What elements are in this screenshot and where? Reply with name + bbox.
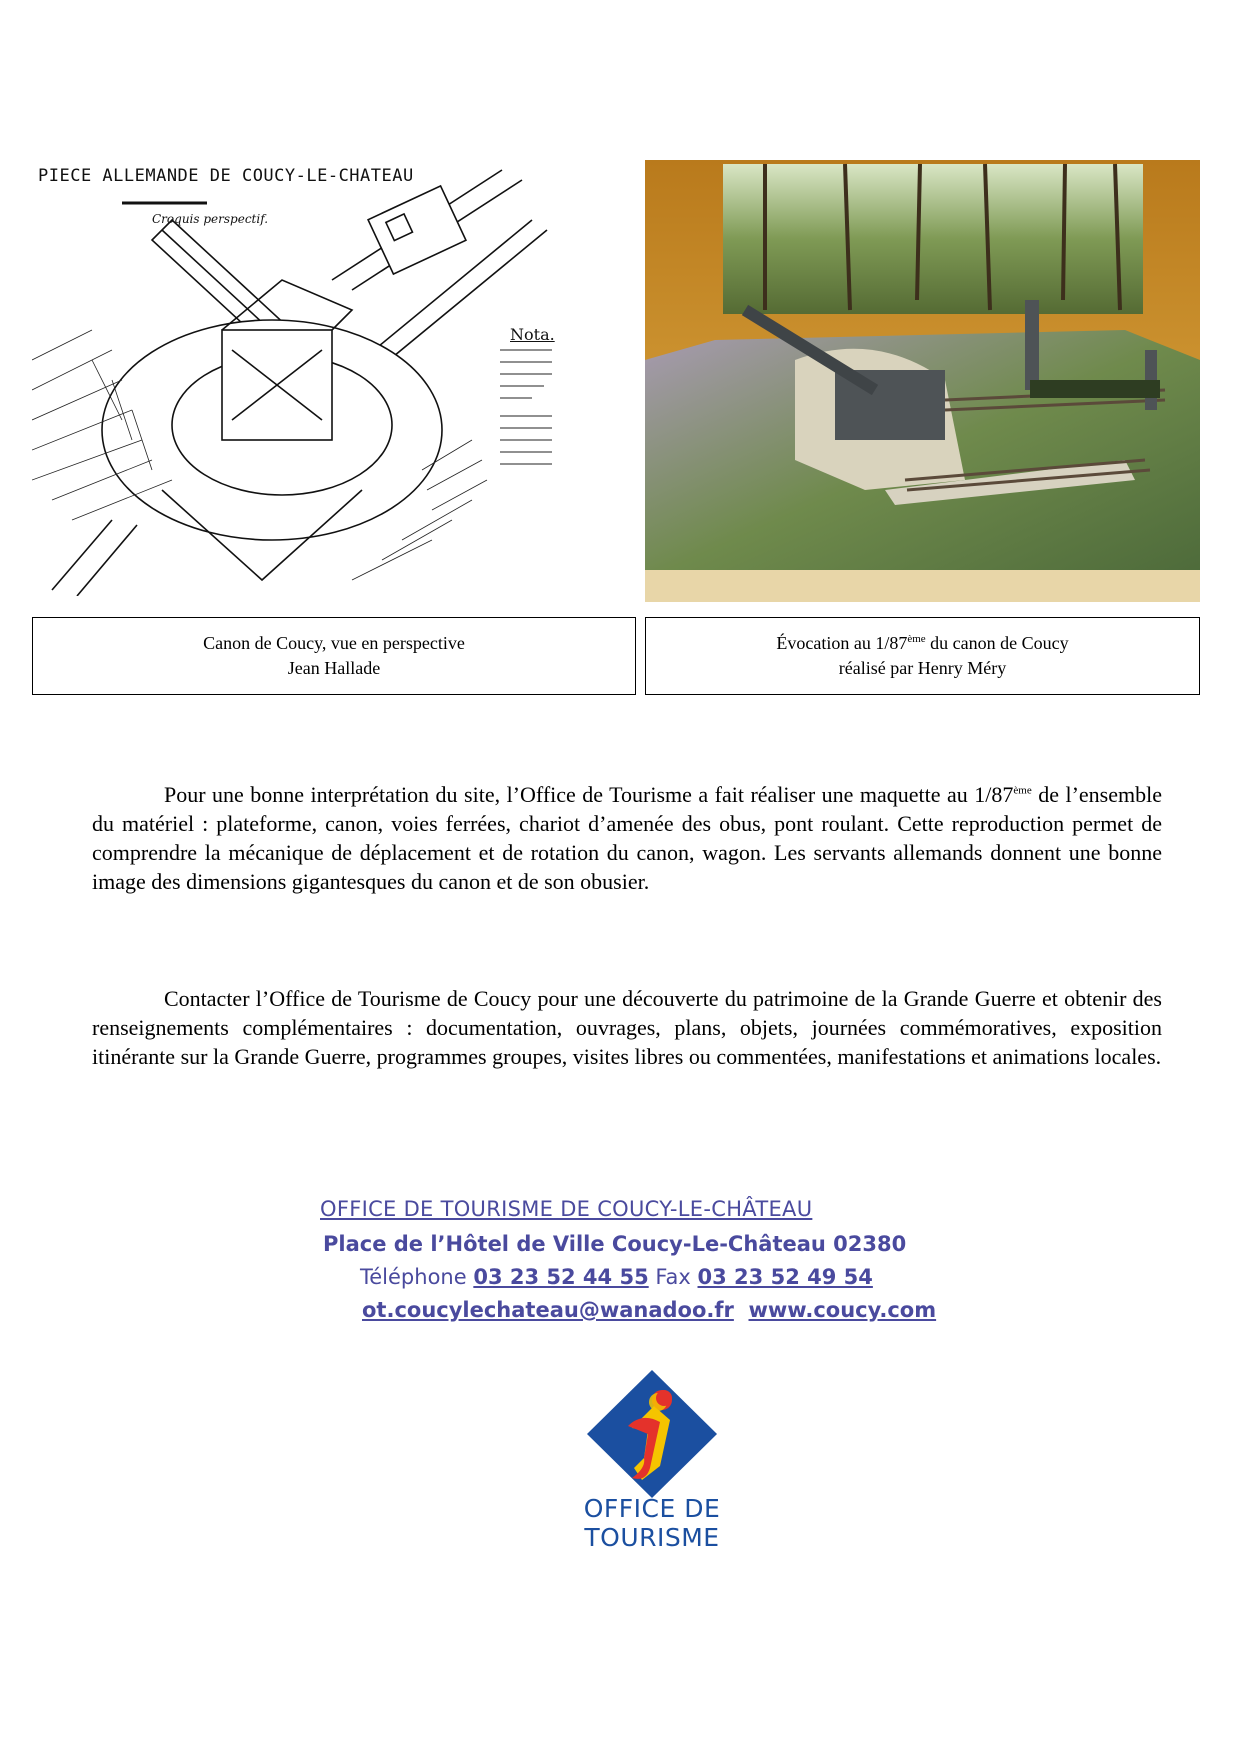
model-photo [645,160,1200,602]
office-phone-line: Téléphone 03 23 52 44 55 Fax 03 23 52 49 54 [360,1265,873,1289]
left-figure-caption [32,617,636,695]
paragraph-maquette: Pour une bonne interprétation du site, l’Office de Tourisme a fait réaliser une maquette au 1/87ème de l’ensemble du matériel : plateforme, canon, voies ferrées, chariot d’amenée des obus, pont roulant. Cette reproduction permet de comprendre la mécanique de déplacement et de rotation du canon, wagon. Les servants allemands donnent une bonne image des dimensions gigantesques du canon et de son obusier. [92,782,1162,894]
caption-author: Jean Hallade [287,658,381,678]
drawing-subtitle: Croquis perspectif. [152,212,269,226]
perspective-drawing [32,160,556,596]
fax-number[interactable]: 03 23 52 49 54 [697,1265,873,1289]
caption-author: réalisé par Henry Méry [838,658,1007,678]
office-address: Place de l’Hôtel de Ville Coucy-Le-Château 02380 [323,1232,907,1256]
model-photo-graphic [645,160,1200,602]
office-web-line [362,1298,936,1322]
drawing-title: PIECE ALLEMANDE DE COUCY-LE-CHATEAU [38,166,414,186]
paragraph-contact: Contacter l’Office de Tourisme de Coucy pour une découverte du patrimoine de la Grande Guerre et obtenir des renseignements complémentaires : documentation, ouvrages, plans, objets, journées commémoratives, exposition itinérante sur la Grande Guerre, programmes groupes, visites libres ou commentées, manifestations et animations locales. [92,986,1162,1069]
logo-line2: TOURISME [584,1523,720,1552]
tourist-information-i-icon [562,1368,742,1498]
email-link[interactable]: ot.coucylechateau@wanadoo.fr [362,1298,734,1322]
caption-title: Canon de Coucy, vue en perspective [203,633,465,653]
logo-text [560,1494,744,1552]
cannon-sketch-graphic [32,160,556,596]
phone-number[interactable]: 03 23 52 44 55 [473,1265,649,1289]
website-link[interactable]: www.coucy.com [748,1298,937,1322]
logo-line1: OFFICE DE [583,1494,721,1523]
caption-title: Évocation au 1/87ème du canon de Coucy [776,633,1069,653]
right-figure-caption [645,617,1200,695]
drawing-note-label: Nota. [510,325,555,344]
office-title: OFFICE DE TOURISME DE COUCY-LE-CHÂTEAU [320,1197,813,1221]
